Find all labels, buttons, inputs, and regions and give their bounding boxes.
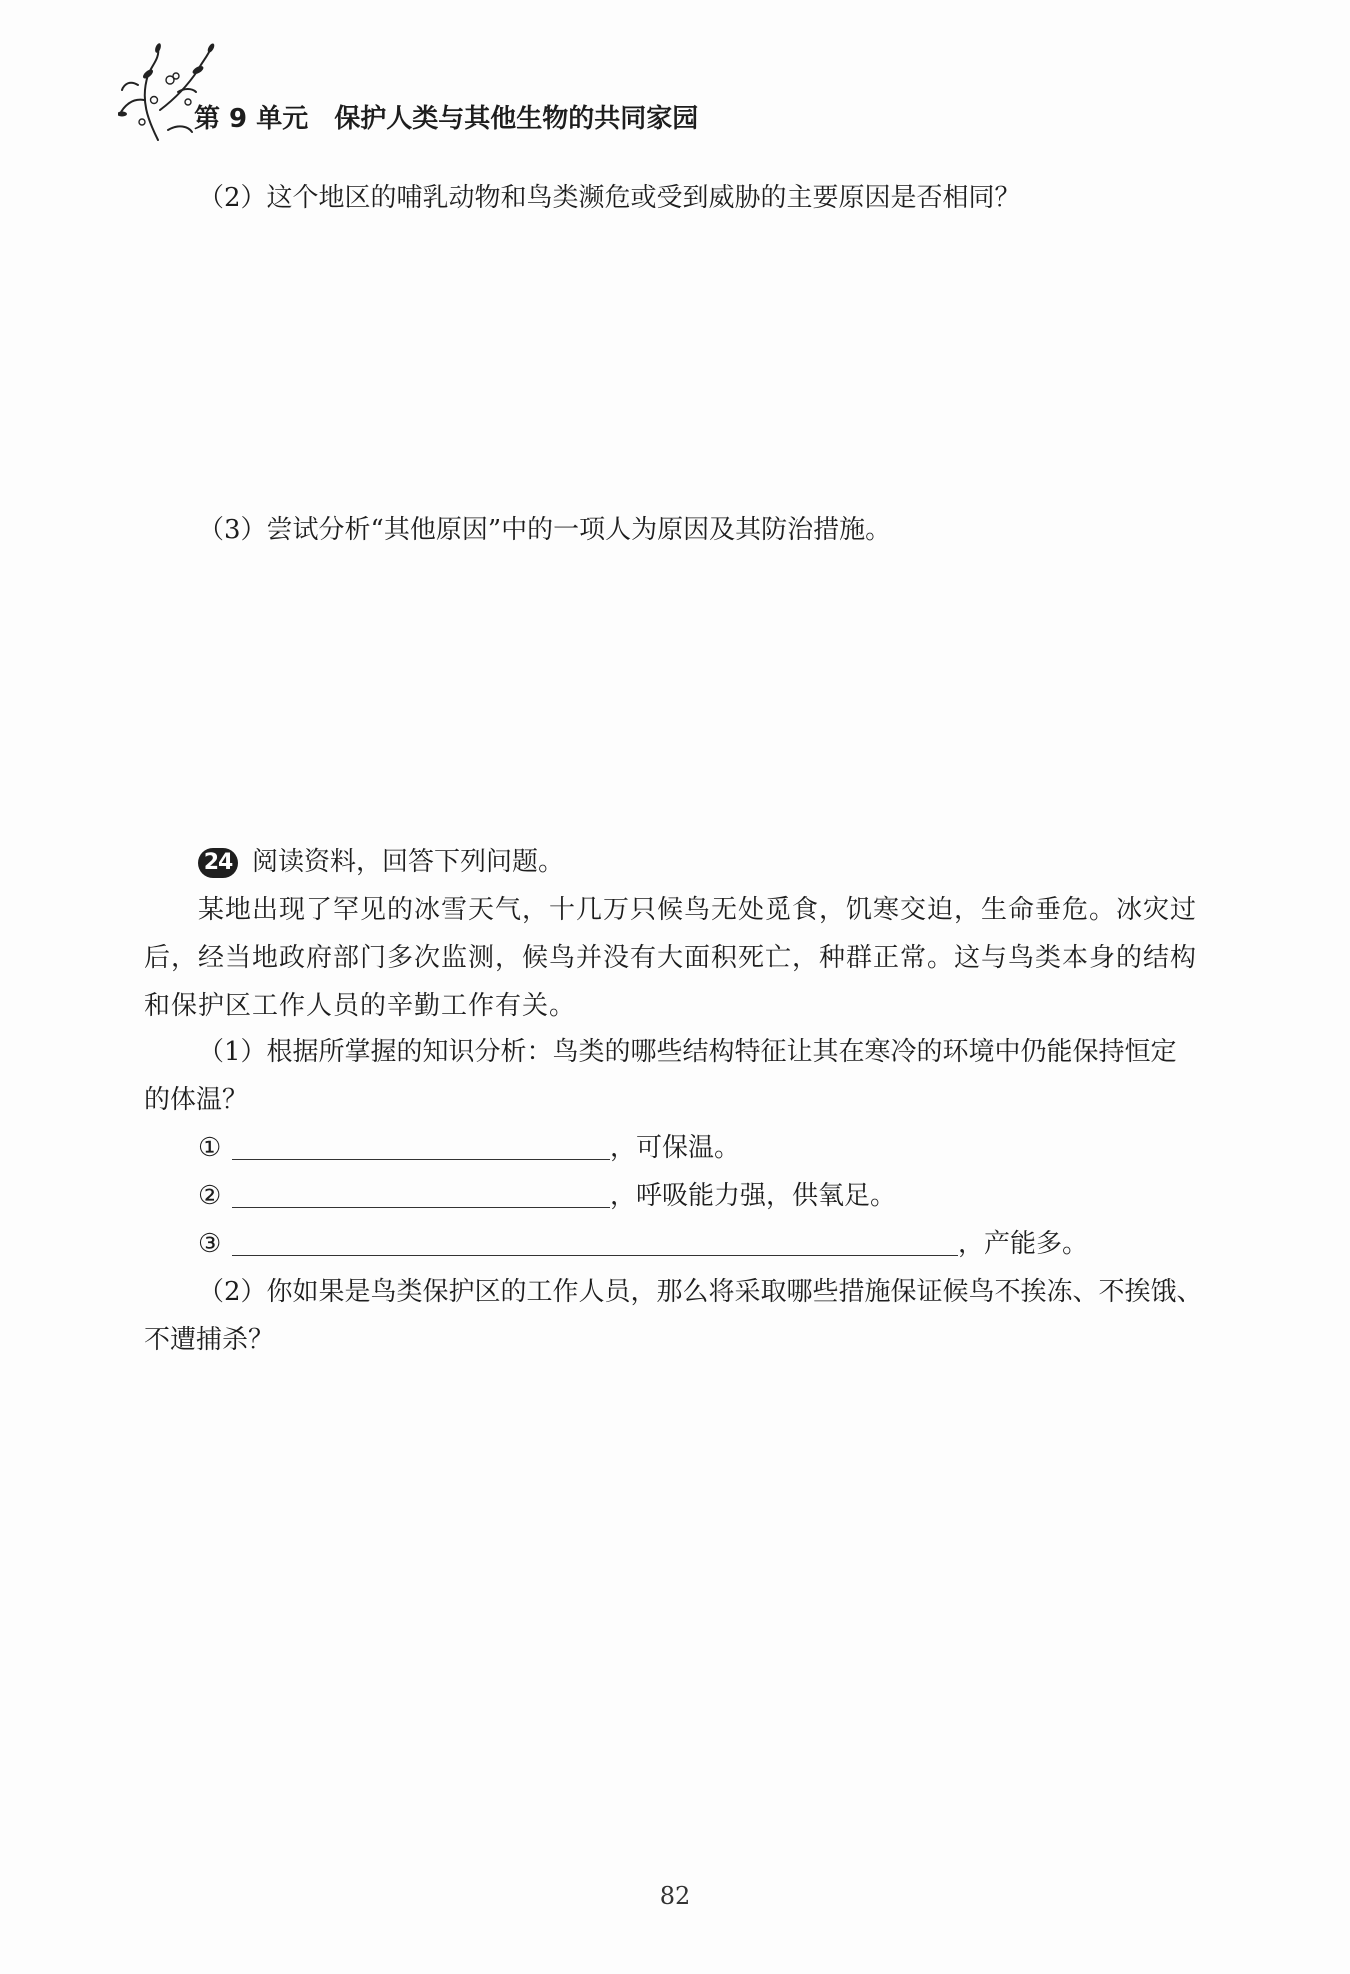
problem-number-badge: 24 xyxy=(198,848,238,878)
question-2: （2）这个地区的哺乳动物和鸟类濒危或受到威胁的主要原因是否相同？ xyxy=(198,183,1021,213)
unit-title: 保护人类与其他生物的共同家园 xyxy=(334,104,699,134)
blank-marker: ② xyxy=(198,1181,222,1211)
problem-prompt: 阅读资料，回答下列问题。 xyxy=(252,847,565,877)
reading-material xyxy=(144,886,1204,1030)
answer-line[interactable] xyxy=(232,1131,610,1160)
blank-suffix: ，呼吸能力强，供氧足。 xyxy=(610,1181,897,1211)
blank-marker: ① xyxy=(198,1133,222,1163)
answer-blank-1 xyxy=(198,1128,740,1168)
problem-24-heading xyxy=(198,842,564,882)
question-3: （3）尝试分析“其他原因”中的一项人为原因及其防治措施。 xyxy=(198,515,892,545)
answer-blank-3 xyxy=(198,1224,1088,1264)
sub-question-2-line2: 不遭捕杀？ xyxy=(144,1325,275,1355)
answer-line[interactable] xyxy=(232,1227,958,1256)
answer-blank-2 xyxy=(198,1176,896,1216)
sub-question-1-line2: 的体温？ xyxy=(144,1085,249,1115)
sub-question-2-line1: （2）你如果是鸟类保护区的工作人员，那么将采取哪些措施保证候鸟不挨冻、不挨饿、 xyxy=(198,1277,1203,1307)
blank-marker: ③ xyxy=(198,1229,222,1259)
blank-suffix: ，可保温。 xyxy=(610,1133,741,1163)
material-text: 某地出现了罕见的冰雪天气，十几万只候鸟无处觅食，饥寒交迫，生命垂危。冰灾过后，经当地政府部门多次监测，候鸟并没有大面积死亡，种群正常。这与鸟类本身的结构和保护区工作人员的辛勤工作有关。 xyxy=(144,895,1198,1021)
sub-question-1-line1: （1）根据所掌握的知识分析：鸟类的哪些结构特征让其在寒冷的环境中仍能保持恒定 xyxy=(198,1037,1177,1067)
answer-line[interactable] xyxy=(232,1179,610,1208)
header-title xyxy=(194,98,698,135)
page-header xyxy=(118,40,699,145)
unit-label: 第 9 单元 xyxy=(194,104,309,134)
page-number: 82 xyxy=(659,1882,691,1910)
blank-suffix: ，产能多。 xyxy=(958,1229,1089,1259)
